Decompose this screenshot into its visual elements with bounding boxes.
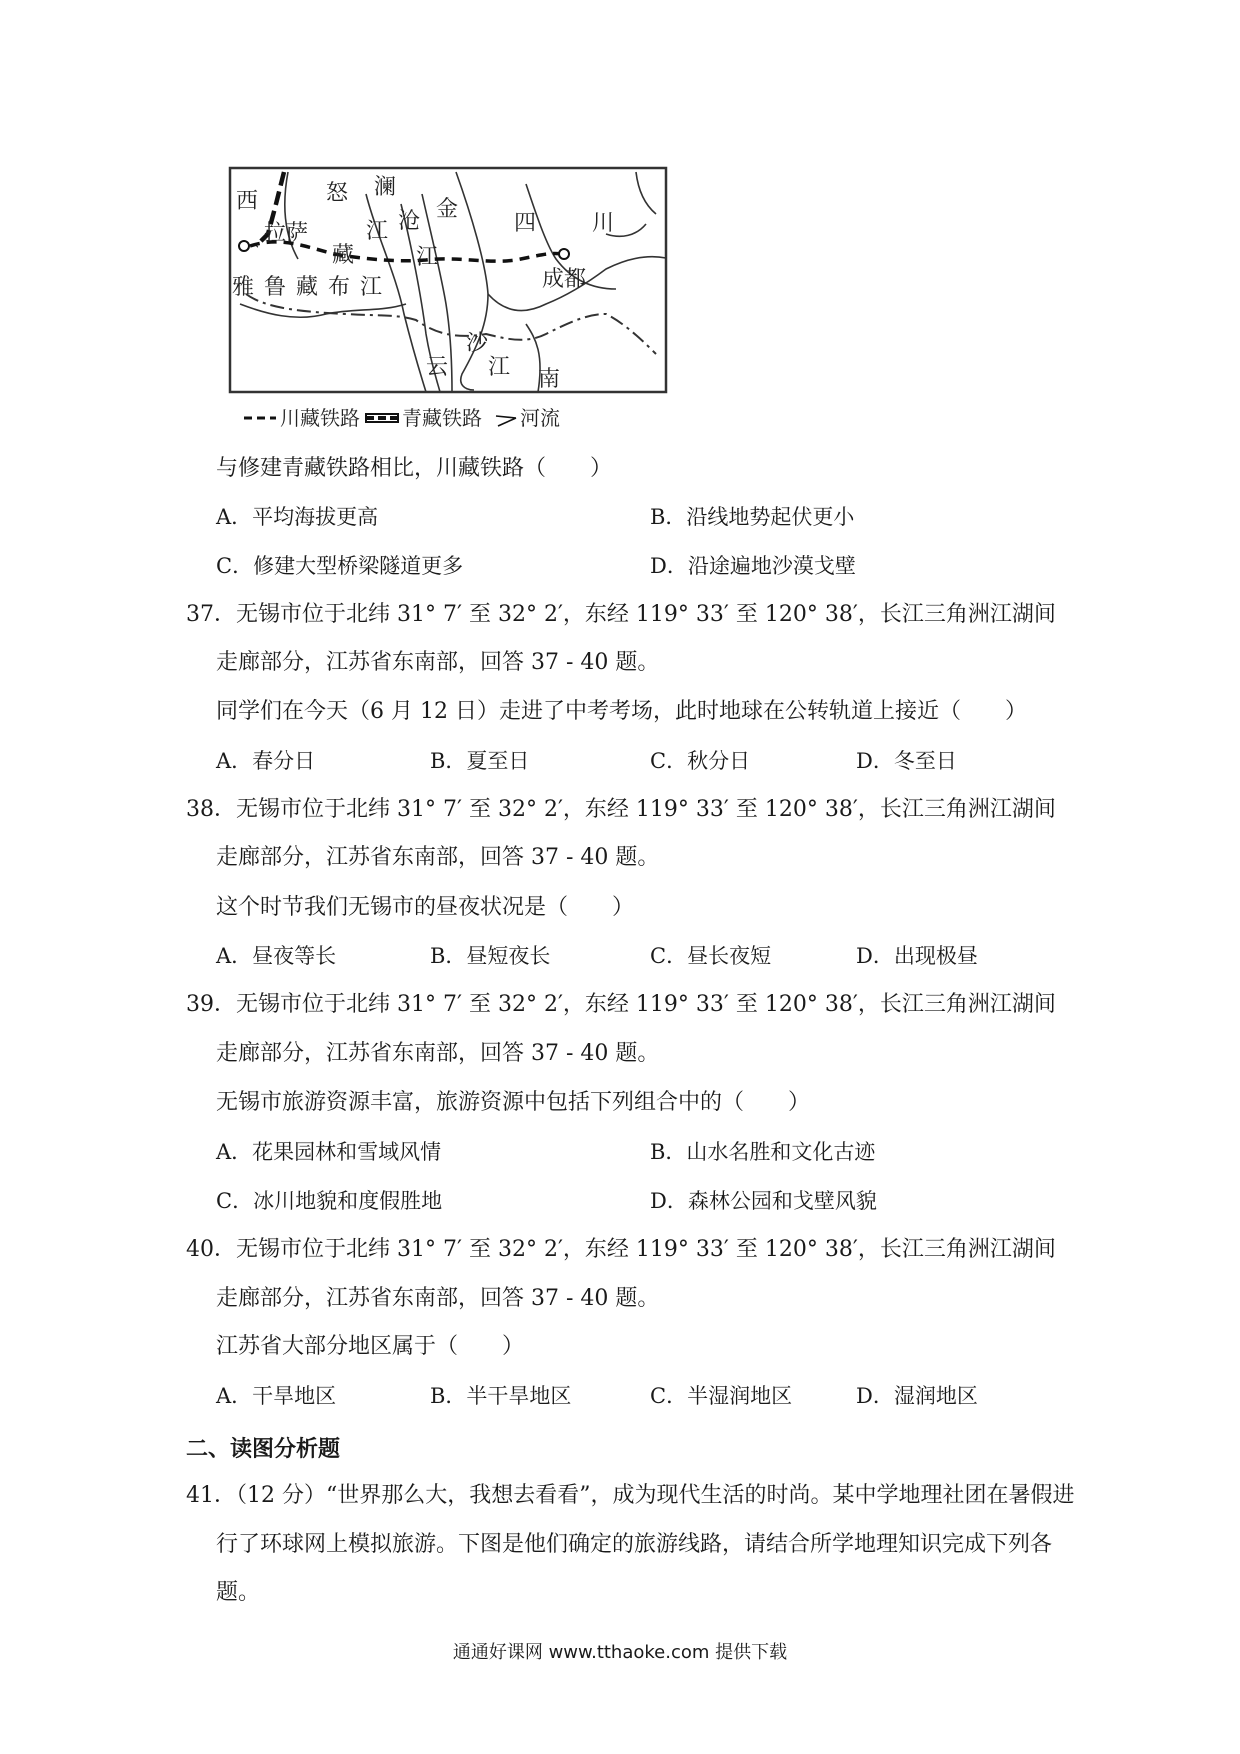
- q38-option-a[interactable]: A．昼夜等长: [216, 944, 337, 968]
- q38-stem: 这个时节我们无锡市的昼夜状况是（ ）: [216, 895, 635, 920]
- q39-option-a[interactable]: A．花果园林和雪域风情: [216, 1140, 442, 1164]
- legend-river-swatch: [496, 416, 516, 426]
- q40-option-b[interactable]: B．半干旱地区: [430, 1384, 572, 1408]
- map-label-sichuan-chuan: 川: [592, 211, 615, 236]
- q39-stem: 无锡市旅游资源丰富，旅游资源中包括下列组合中的（ ）: [216, 1090, 811, 1115]
- map-label-zang: 藏: [332, 243, 355, 268]
- q37-option-c[interactable]: C．秋分日: [650, 749, 751, 773]
- q38-intro-line2: 走廊部分，江苏省东南部，回答 37 - 40 题。: [216, 845, 660, 870]
- q36-option-b[interactable]: B．沿线地势起伏更小: [650, 505, 855, 529]
- q39-intro-line2: 走廊部分，江苏省东南部，回答 37 - 40 题。: [216, 1041, 660, 1066]
- q40-option-a[interactable]: A．干旱地区: [216, 1384, 337, 1408]
- footer-credit: 通通好课网 www.tthaoke.com 提供下载: [452, 1642, 788, 1663]
- q37-stem: 同学们在今天（6 月 12 日）走进了中考考场，此时地球在公转轨道上接近（ ）: [216, 699, 1027, 724]
- q37-option-d[interactable]: D．冬至日: [856, 749, 957, 773]
- q38-option-d[interactable]: D．出现极昼: [856, 944, 978, 968]
- q36-option-a[interactable]: A．平均海拔更高: [216, 505, 379, 529]
- section-title: 二、读图分析题: [186, 1437, 341, 1462]
- q41-line3: 题。: [216, 1580, 261, 1605]
- map-label-jiang3: 江: [488, 355, 511, 380]
- q37-option-a[interactable]: A．春分日: [216, 749, 316, 773]
- map-label-sha: 沙: [466, 331, 489, 356]
- q40-stem: 江苏省大部分地区属于（ ）: [216, 1334, 525, 1359]
- chengdu-city-icon: [559, 249, 569, 259]
- map-label-lan: 澜: [374, 175, 397, 200]
- lasa-city-icon: [239, 241, 249, 251]
- q38-intro-line1: 38．无锡市位于北纬 31° 7′ 至 32° 2′，东经 119° 33′ 至 120° 38′，长江三角洲江湖间: [186, 797, 1056, 822]
- q38-option-b[interactable]: B．昼短夜长: [430, 944, 551, 968]
- river-top-right: [636, 172, 656, 214]
- q41-line2: 行了环球网上模拟旅游。下图是他们确定的旅游线路，请结合所学地理知识完成下列各: [216, 1532, 1053, 1557]
- map-label-chengdu: 成都: [542, 267, 587, 292]
- q37-intro-line2: 走廊部分，江苏省东南部，回答 37 - 40 题。: [216, 650, 660, 675]
- q38-option-c[interactable]: C．昼长夜短: [650, 944, 772, 968]
- map-label-jiang2: 江: [416, 245, 439, 270]
- map-label-lasa: 拉萨: [264, 221, 309, 246]
- q37-intro-line1: 37．无锡市位于北纬 31° 7′ 至 32° 2′，东经 119° 33′ 至 120° 38′，长江三角洲江湖间: [186, 602, 1056, 627]
- q40-option-d[interactable]: D．湿润地区: [856, 1384, 978, 1408]
- legend-river-label: 河流: [520, 406, 560, 430]
- railway-map: [226, 164, 672, 436]
- legend-chuanzang-label: 川藏铁路: [280, 406, 360, 430]
- q39-option-c[interactable]: C．冰川地貌和度假胜地: [216, 1189, 443, 1213]
- q36-option-c[interactable]: C．修建大型桥梁隧道更多: [216, 554, 464, 578]
- map-label-yarlung: 雅鲁藏布江: [232, 275, 382, 300]
- q39-intro-line1: 39．无锡市位于北纬 31° 7′ 至 32° 2′，东经 119° 33′ 至 120° 38′，长江三角洲江湖间: [186, 992, 1056, 1017]
- q37-option-b[interactable]: B．夏至日: [430, 749, 530, 773]
- map-label-sichuan-si: 四: [514, 211, 537, 236]
- q40-intro-line1: 40．无锡市位于北纬 31° 7′ 至 32° 2′，东经 119° 33′ 至 120° 38′，长江三角洲江湖间: [186, 1237, 1056, 1262]
- map-legend: [244, 406, 560, 430]
- q36-option-d[interactable]: D．沿途遍地沙漠戈壁: [650, 554, 856, 578]
- map-label-xi: 西: [236, 189, 259, 214]
- river-jinsha: [456, 172, 488, 390]
- q40-intro-line2: 走廊部分，江苏省东南部，回答 37 - 40 题。: [216, 1286, 660, 1311]
- map-label-yun: 云: [426, 355, 449, 380]
- q39-option-b[interactable]: B．山水名胜和文化古迹: [650, 1140, 876, 1164]
- legend-qingzang-label: 青藏铁路: [402, 406, 482, 430]
- map-label-jiang1: 江: [366, 219, 389, 244]
- q36-stem: 与修建青藏铁路相比，川藏铁路（ ）: [216, 456, 613, 481]
- map-label-nu: 怒: [326, 181, 349, 206]
- q39-option-d[interactable]: D．森林公园和戈壁风貌: [650, 1189, 877, 1213]
- q40-option-c[interactable]: C．半湿润地区: [650, 1384, 793, 1408]
- map-label-cang: 沧: [398, 209, 421, 234]
- map-label-jin: 金: [436, 197, 459, 222]
- map-label-nan: 南: [538, 367, 561, 392]
- q41-line1: 41．（12 分）“世界那么大，我想去看看”，成为现代生活的时尚。某中学地理社团在暑假进: [186, 1483, 1075, 1508]
